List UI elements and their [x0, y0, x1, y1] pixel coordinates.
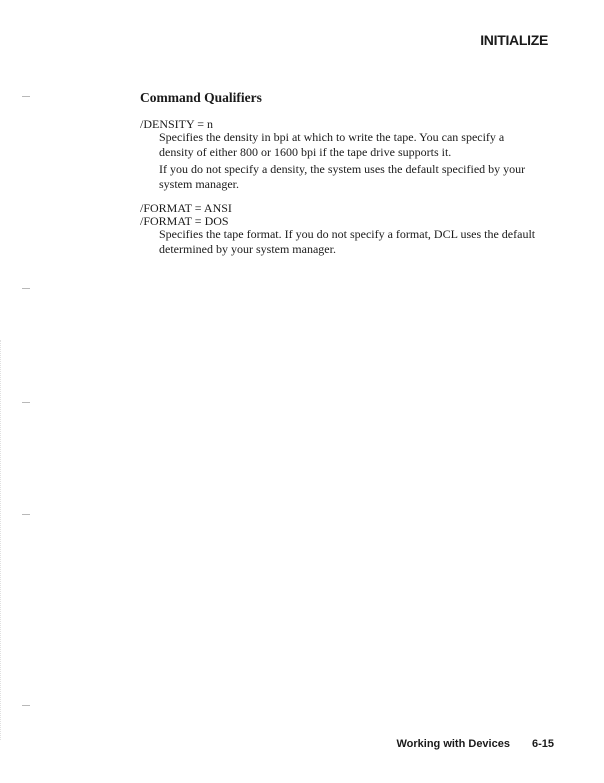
scan-mark: [22, 402, 30, 403]
density-description-2: If you do not specify a density, the system uses the default specified by your system manager.: [159, 162, 526, 191]
page-footer: [396, 738, 554, 750]
footer-chapter-title: Working with Devices: [396, 738, 510, 750]
density-description-1: Specifies the density in bpi at which to write the tape. You can specify a density of either 800 or 1600 bpi if the tape drive supports it.: [159, 130, 505, 159]
qualifier-format-ansi: /FORMAT = ANSI: [140, 201, 232, 215]
qualifier-format-dos: /FORMAT = DOS: [140, 214, 229, 228]
running-head: INITIALIZE: [480, 32, 548, 48]
scan-edge: [0, 340, 2, 740]
qualifier-density: /DENSITY = n: [140, 117, 213, 131]
format-description: Specifies the tape format. If you do not specify a format, DCL uses the default determined by your system manager.: [159, 227, 536, 256]
scan-mark: [22, 96, 30, 97]
footer-page-number: 6-15: [531, 738, 554, 750]
scan-mark: [22, 705, 30, 706]
scan-mark: [22, 514, 30, 515]
scan-mark: [22, 288, 30, 289]
section-heading: Command Qualifiers: [140, 90, 262, 105]
